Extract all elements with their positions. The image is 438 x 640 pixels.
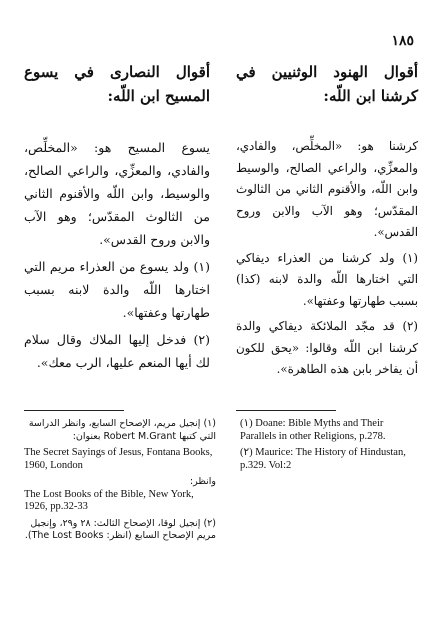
right-footnote-2: (٢) Maurice: The History of Hindustan, p.329. Vol:2 [240, 447, 406, 471]
footnote-divider-left [24, 410, 124, 411]
right-footnote-1: (١) Doane: Bible Myths and Their Parallels in other Religions, p.278. [240, 418, 386, 442]
right-column [236, 60, 418, 385]
left-paragraph-2: (١) ولد يسوع من العذراء مريم التي اختارها اللّه والدة لابنه بسبب طهارتها وعفتها». [24, 259, 210, 320]
left-paragraph-3: (٢) فدخل إليها الملاك وقال سلام لك أيها المنعم عليها، الرب معك». [24, 332, 210, 370]
left-paragraph-1: يسوع المسيح هو: «المخلِّص، والفادي، والمعزِّي، والراعي الصالح، والوسيط، وابن اللّه والأقنوم الثاني من الثالوث المقدّس؛ وهو الآب والابن وروح القدس». [24, 140, 210, 247]
left-footnote-2: (٢) إنجيل لوقا، الإصحاح الثالث: ٢٨ و٢٩، وإنجيل مريم الإصحاح السابع (انظر: The Lost Books). [24, 517, 216, 541]
footnote-divider-right [236, 410, 336, 411]
right-column-heading: أقوال الهنود الوثنيين في كرشنا ابن اللّه: [236, 63, 418, 105]
left-footnotes [24, 418, 216, 547]
left-column-heading: أقوال النصارى في يسوع المسيح ابن اللّه: [24, 63, 210, 105]
left-column [24, 60, 210, 378]
right-paragraph-1: كرشنا هو: «المخلِّص، والفادي، والمعزِّي، والراعي الصالح، والوسيط وابن اللّه، والأقنوم الثاني من الثالوث المقدّس؛ وهو الآب والابن وروح القدس». [236, 139, 418, 239]
page-number: ١٨٥ [391, 33, 414, 49]
left-footnote-1-see-also: وانظر: [189, 476, 216, 487]
right-paragraph-2: (١) ولد كرشنا من العذراء ديفاكي التي اختارها اللّه والدة لابنه (كذا) بسبب طهارتها وعفتها». [236, 250, 418, 308]
left-footnote-1-arabic: (١) إنجيل مريم، الإصحاح السابع، وانظر الدراسة التي كتبها Robert M.Grant بعنوان: [28, 418, 216, 442]
left-footnote-1-english: The Secret Sayings of Jesus, Fontana Books, 1960, London [24, 447, 213, 471]
left-footnote-1-english-2: The Lost Books of the Bible, New York, 1926, pp.32-33 [24, 488, 194, 512]
right-paragraph-3: (٢) قد مجّد الملائكة ديفاكي والدة كرشنا ابن اللّه وقالوا: «يحق للكون أن يفاخر بابن هذه الطاهرة». [236, 319, 418, 376]
right-footnotes [240, 418, 418, 476]
